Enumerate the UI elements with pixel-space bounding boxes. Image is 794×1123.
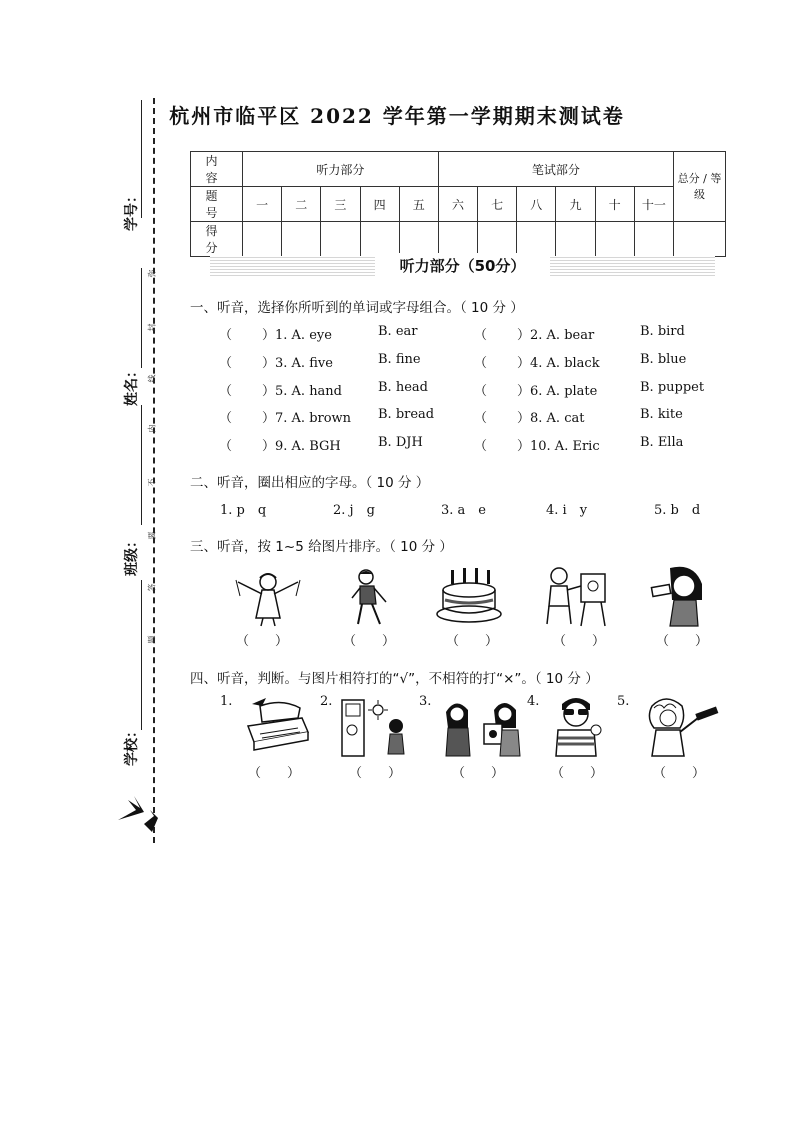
cut-line <box>153 98 155 843</box>
q4-title: 四、听音，判断。与图片相符打的“√”，不相符的打“×”。（ 10 分 ） <box>190 671 599 687</box>
q1-option-b: B. kite <box>640 407 683 422</box>
q3-blank[interactable]: （ ） <box>553 634 606 649</box>
score-cell[interactable] <box>634 222 673 257</box>
q3-blank[interactable]: （ ） <box>236 634 289 649</box>
seal-char-6: 要 <box>147 531 157 540</box>
q2-item[interactable]: 3. a e <box>441 503 486 518</box>
total-header: 总分 / 等级 <box>674 152 726 222</box>
seal-char-3: 线 <box>147 374 157 383</box>
row-label-content: 内 容 <box>191 152 243 187</box>
row-label-score: 得 分 <box>191 222 243 257</box>
writing-header: 笔试部分 <box>438 152 673 187</box>
seal-char-5: 不 <box>147 478 157 487</box>
q4-number: 4. <box>527 694 540 709</box>
q1-option-a: ）1. A. eye <box>262 328 332 343</box>
q1-title: 一、听音，选择你所听到的单词或字母组合。（ 10 分 ） <box>190 300 524 316</box>
q1-option-a: ）6. A. plate <box>517 384 598 399</box>
q4-blank[interactable]: （ ） <box>551 766 604 781</box>
birthday-cake-image <box>435 566 503 626</box>
q3-blank[interactable]: （ ） <box>446 634 499 649</box>
row-label-number: 题 号 <box>191 187 243 222</box>
score-cell[interactable] <box>282 222 321 257</box>
q1-option-a: ）4. A. black <box>517 356 600 371</box>
seal-char-8: 题 <box>147 635 157 644</box>
dancing-girl-image <box>228 568 308 628</box>
q4-number: 1. <box>220 694 233 709</box>
student-id-label: 学号： <box>124 189 140 231</box>
listening-header: 听力部分 <box>243 152 439 187</box>
class-label: 班级： <box>124 534 140 576</box>
score-cell[interactable] <box>517 222 556 257</box>
q1-option-b: B. ear <box>378 324 418 339</box>
total-score-cell[interactable] <box>674 222 726 257</box>
q1-option-a: ）2. A. bear <box>517 328 595 343</box>
seal-char-4: 内 <box>147 424 157 433</box>
q1-option-b: B. blue <box>640 352 687 367</box>
q2-item[interactable]: 4. i y <box>546 503 588 518</box>
q4-number: 5. <box>617 694 630 709</box>
score-cell[interactable] <box>556 222 595 257</box>
q1-option-b: B. bread <box>378 407 435 422</box>
q1-option-b: B. bird <box>640 324 685 339</box>
q2-item[interactable]: 5. b d <box>654 503 701 518</box>
question-number: 四 <box>360 187 399 222</box>
question-number: 一 <box>243 187 282 222</box>
q4-number: 2. <box>320 694 333 709</box>
question-number: 二 <box>282 187 321 222</box>
question-number: 七 <box>478 187 517 222</box>
section-banner <box>210 253 715 279</box>
girl-drinking-image <box>648 564 714 628</box>
q1-option-a: ）5. A. hand <box>262 384 343 399</box>
score-cell[interactable] <box>321 222 360 257</box>
girl-at-door-image <box>338 696 410 758</box>
answer-paren[interactable]: （ <box>219 411 233 426</box>
q1-option-a: ）8. A. cat <box>517 411 585 426</box>
boy-painting-image <box>543 566 611 628</box>
question-number: 三 <box>321 187 360 222</box>
question-number: 十 <box>595 187 634 222</box>
answer-paren[interactable]: （ <box>219 356 233 371</box>
seal-char-2: 封 <box>147 323 157 332</box>
q1-option-b: B. fine <box>378 352 421 367</box>
score-table <box>190 151 726 257</box>
girl-with-marker-image <box>640 694 722 758</box>
q2-title: 二、听音，圈出相应的字母。（ 10 分 ） <box>190 475 430 491</box>
answer-paren[interactable]: （ <box>474 384 488 399</box>
boy-sunglasses-image <box>548 694 610 758</box>
scissors-icon <box>114 788 164 836</box>
two-girls-image <box>440 696 522 758</box>
q4-blank[interactable]: （ ） <box>452 766 505 781</box>
q3-blank[interactable]: （ ） <box>656 634 709 649</box>
answer-paren[interactable]: （ <box>219 439 233 454</box>
score-cell[interactable] <box>595 222 634 257</box>
page-title: 杭州市临平区 2022 学年第一学期期末测试卷 <box>169 104 625 128</box>
name-line-2 <box>141 405 142 525</box>
question-number: 九 <box>556 187 595 222</box>
seal-char-1: 弥 <box>147 269 157 278</box>
q4-number: 3. <box>419 694 432 709</box>
q1-option-a: ）10. A. Eric <box>517 439 600 454</box>
q4-blank[interactable]: （ ） <box>653 766 706 781</box>
name-line <box>141 268 142 368</box>
section-title: 听力部分（50分） <box>375 253 550 279</box>
q1-option-b: B. puppet <box>640 380 705 395</box>
question-number: 五 <box>399 187 438 222</box>
q2-item[interactable]: 1. p q <box>220 503 267 518</box>
answer-paren[interactable]: （ <box>474 411 488 426</box>
school-label: 学校： <box>124 724 140 766</box>
q1-option-a: ）3. A. five <box>262 356 333 371</box>
q1-option-b: B. head <box>378 380 428 395</box>
answer-paren[interactable]: （ <box>474 356 488 371</box>
seal-char-7: 答 <box>147 583 157 592</box>
q1-option-b: B. DJH <box>378 435 423 450</box>
answer-paren[interactable]: （ <box>474 439 488 454</box>
question-number: 十一 <box>634 187 673 222</box>
q3-title: 三、听音，按 1~5 给图片排序。（ 10 分 ） <box>190 539 453 555</box>
q4-blank[interactable]: （ ） <box>248 766 301 781</box>
answer-paren[interactable]: （ <box>219 328 233 343</box>
pencil-box-image <box>242 696 314 756</box>
score-cell[interactable] <box>360 222 399 257</box>
q2-item[interactable]: 2. j g <box>333 503 375 518</box>
score-cell[interactable] <box>399 222 438 257</box>
q4-blank[interactable]: （ ） <box>349 766 402 781</box>
question-number: 八 <box>517 187 556 222</box>
answer-paren[interactable]: （ <box>219 384 233 399</box>
score-cell[interactable] <box>478 222 517 257</box>
q1-option-a: ）9. A. BGH <box>262 439 341 454</box>
question-number: 六 <box>438 187 477 222</box>
q3-blank[interactable]: （ ） <box>343 634 396 649</box>
score-cell[interactable] <box>438 222 477 257</box>
q1-option-a: ）7. A. brown <box>262 411 352 426</box>
class-line <box>141 580 142 730</box>
boy-image <box>340 568 400 628</box>
name-label: 姓名： <box>124 364 140 406</box>
q1-option-b: B. Ella <box>640 435 684 450</box>
answer-paren[interactable]: （ <box>474 328 488 343</box>
